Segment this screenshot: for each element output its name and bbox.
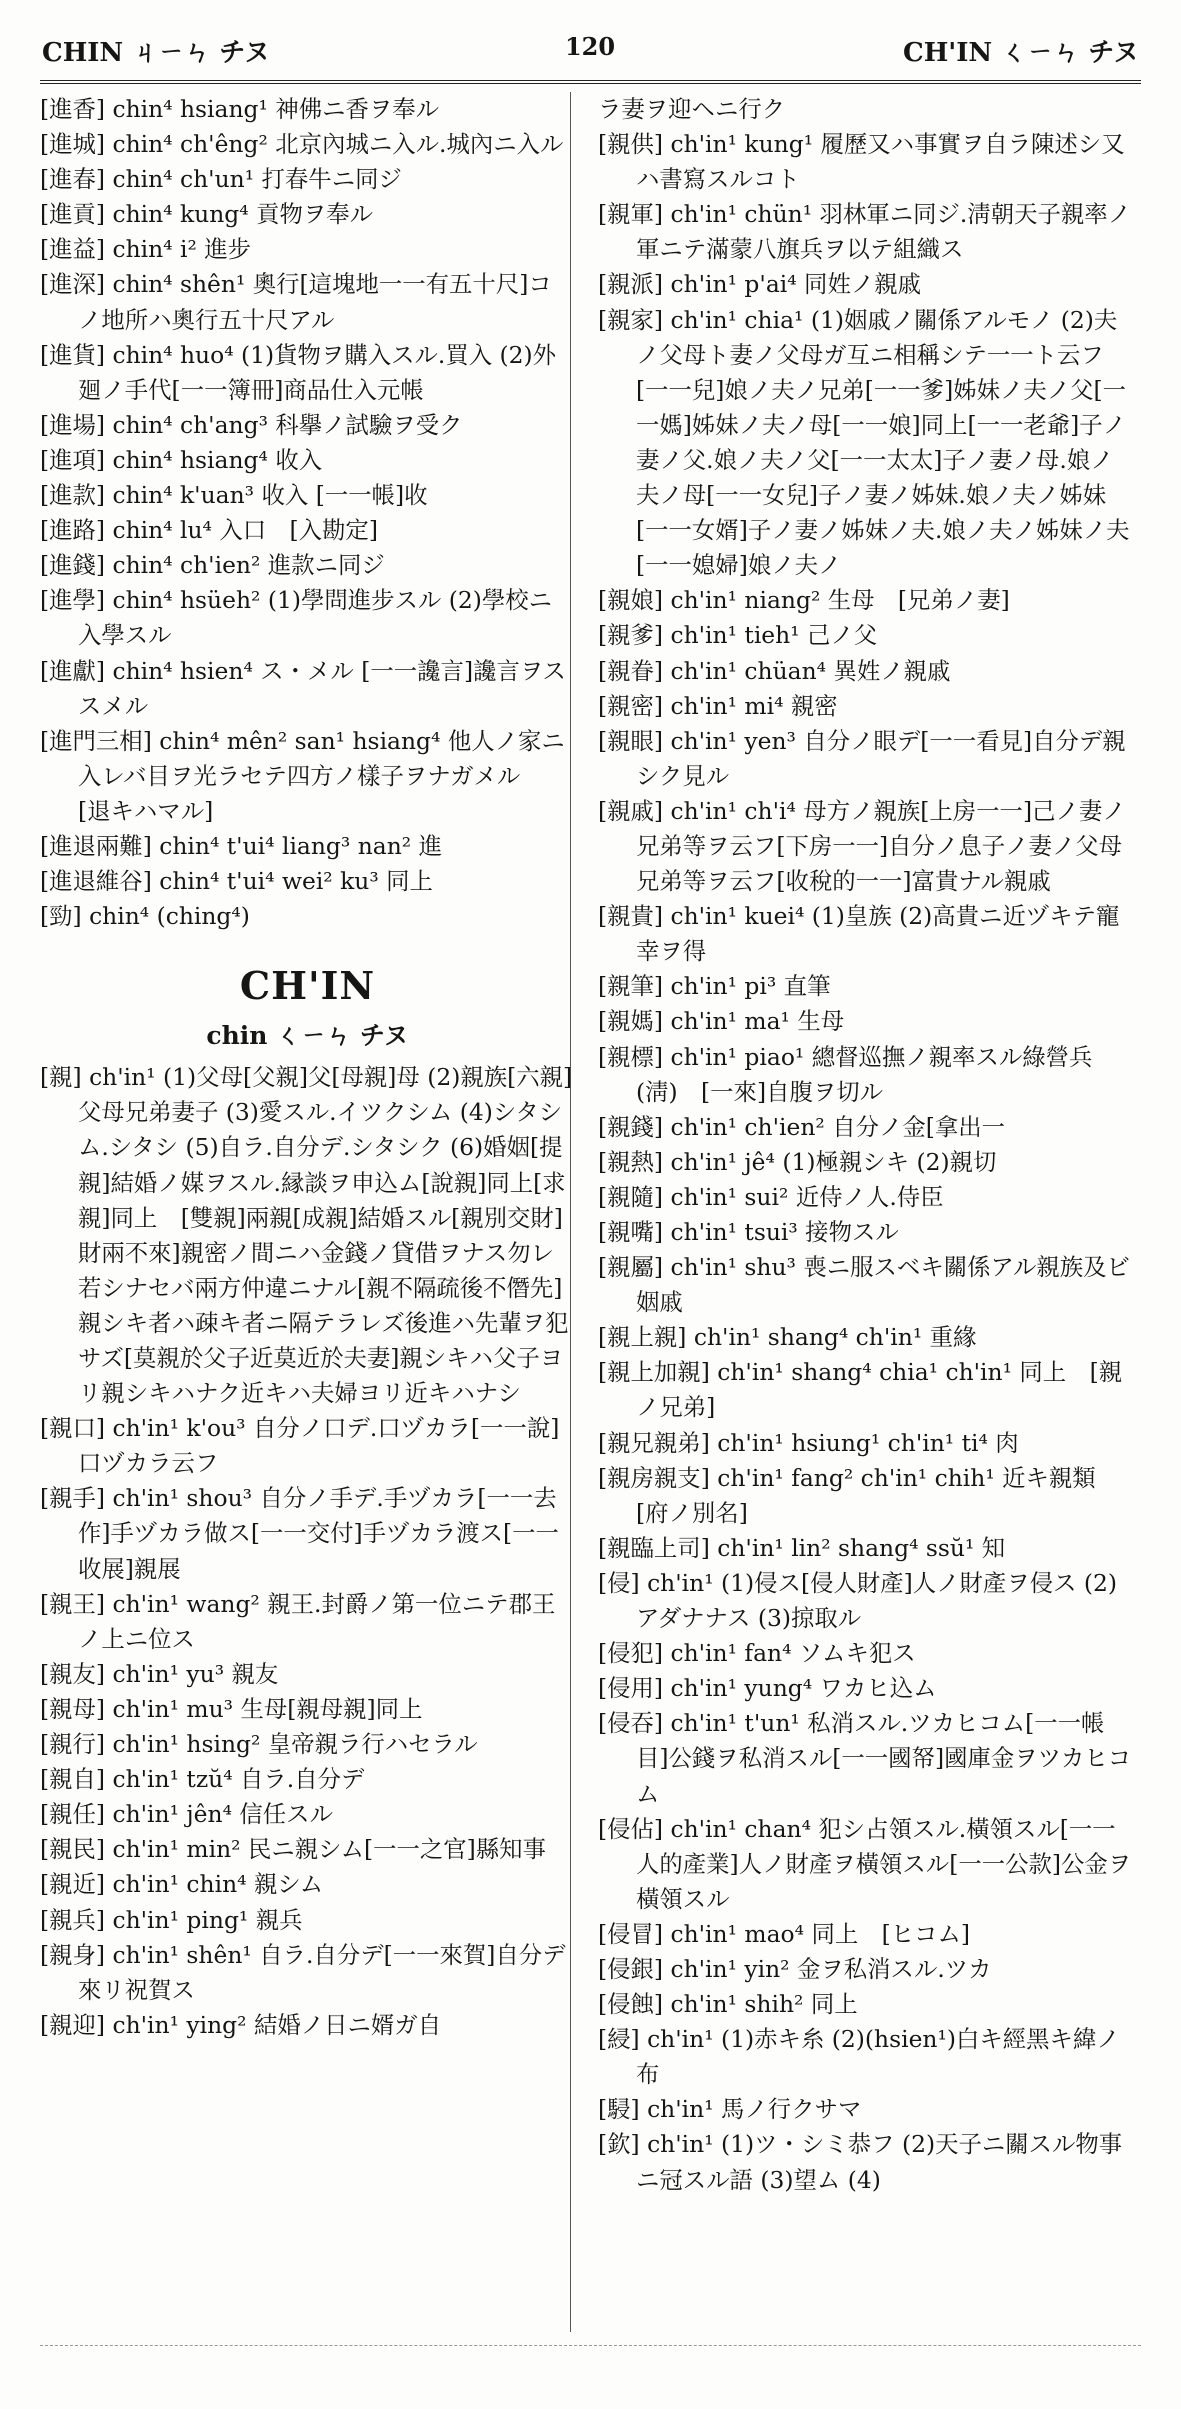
dictionary-entry: [親錢] ch'in¹ ch'ien² 自分ノ金[拿出一 bbox=[598, 1112, 1006, 1141]
dictionary-entry: [親兄親弟] ch'in¹ hsiung¹ ch'in¹ ti⁴ 肉 bbox=[598, 1428, 1019, 1457]
dictionary-entry: [進學] chin⁴ hsüeh² (1)學問進步スル (2)學校ニ入學スル bbox=[40, 586, 553, 650]
dictionary-entry: [親家] ch'in¹ chia¹ (1)姻戚ノ關係アルモノ (2)夫ノ父母ト妻ノ父母ガ互ニ相稱シテ一一ト云フ[一一兒]娘ノ夫ノ兄弟[一一爹]姊妹ノ夫ノ父[一一媽]姊妹ノ夫ノ母[一一娘]同上[一一老爺]子ノ妻ノ父.娘ノ夫ノ父[一一太太]子ノ妻ノ母.娘ノ夫ノ母[一一女兒]子ノ妻ノ姊妹.娘ノ夫ノ姊妹[一一女婿]子ノ妻ノ姊妹ノ夫.娘ノ夫ノ姊妹ノ夫[一一媳婦]娘ノ夫ノ bbox=[598, 305, 1130, 580]
dictionary-entry: [進門三相] chin⁴ mên² san¹ hsiang⁴ 他人ノ家ニ入レバ目ヲ光ラセテ四方ノ樣子ヲナガメル [退キハマル] bbox=[40, 726, 565, 825]
dictionary-entry: [親戚] ch'in¹ ch'i⁴ 母方ノ親族[上房一一]己ノ妻ノ兄弟等ヲ云フ[下房一一]自分ノ息子ノ妻ノ父母兄弟等ヲ云フ[收稅的一一]富貴ナル親戚 bbox=[598, 796, 1126, 896]
dictionary-entry: [親上加親] ch'in¹ shang⁴ chia¹ ch'in¹ 同上 [親ノ兄弟] bbox=[598, 1358, 1123, 1422]
dictionary-entry: [進益] chin⁴ i² 進步 bbox=[40, 235, 252, 264]
left-entries-continued bbox=[40, 1060, 575, 2043]
dictionary-entry: [親標] ch'in¹ piao¹ 總督巡撫ノ親率スル綠營兵(淸) [一來]自腹ヲ切ル bbox=[598, 1042, 1093, 1106]
left-column bbox=[40, 92, 575, 2043]
dictionary-entry: [親王] ch'in¹ wang² 親王.封爵ノ第一位ニテ郡王ノ上ニ位ス bbox=[40, 1589, 556, 1653]
dictionary-entry: [親身] ch'in¹ shên¹ 自ラ.自分デ[一一來賀]自分デ來リ祝賀ス bbox=[40, 1940, 566, 2004]
dictionary-entry: [親筆] ch'in¹ pi³ 直筆 bbox=[598, 972, 831, 1001]
dictionary-entry: [親任] ch'in¹ jên⁴ 信任スル bbox=[40, 1800, 333, 1829]
dictionary-entry: [親派] ch'in¹ p'ai⁴ 同姓ノ親戚 bbox=[598, 270, 922, 299]
dictionary-entry: [親隨] ch'in¹ sui² 近侍ノ人.侍臣 bbox=[598, 1182, 944, 1211]
dictionary-entry: [勁] chin⁴ (ching⁴) bbox=[40, 902, 250, 931]
dictionary-entry: [親眼] ch'in¹ yen³ 自分ノ眼デ[一一看見]自分デ親シク見ル bbox=[598, 726, 1126, 790]
section-title: CH'IN bbox=[239, 963, 376, 1009]
dictionary-entry: [親自] ch'in¹ tzŭ⁴ 自ラ.自分デ bbox=[40, 1765, 365, 1794]
right-entries bbox=[598, 92, 1133, 2198]
dictionary-entry: [進場] chin⁴ ch'ang³ 科擧ノ試驗ヲ受ク bbox=[40, 410, 463, 439]
dictionary-entry: [進路] chin⁴ lu⁴ 入口 [入勘定] bbox=[40, 516, 378, 545]
page-header bbox=[40, 28, 1141, 84]
dictionary-entry: [親母] ch'in¹ mu³ 生母[親母親]同上 bbox=[40, 1694, 423, 1723]
dictionary-entry: [侵] ch'in¹ (1)侵ス[侵人財產]人ノ財產ヲ侵ス (2)アダナナス (3)掠取ル bbox=[598, 1568, 1118, 1633]
dictionary-entry: [親民] ch'in¹ min² 民ニ親シム[一一之官]縣知事 bbox=[40, 1835, 546, 1864]
dictionary-entry: [親密] ch'in¹ mi⁴ 親密 bbox=[598, 691, 838, 720]
dictionary-entry: [進退兩難] chin⁴ t'ui⁴ liang³ nan² 進 bbox=[40, 831, 442, 860]
dictionary-entry: [侵吞] ch'in¹ t'un¹ 私消スル.ツカヒコム[一一帳目]公錢ヲ私消スル[一一國帑]國庫金ヲツカヒコム bbox=[598, 1709, 1132, 1808]
dictionary-entry: [進款] chin⁴ k'uan³ 收入 [一一帳]收 bbox=[40, 481, 428, 510]
dictionary-entry: [親供] ch'in¹ kung¹ 履歷又ハ事實ヲ自ラ陳述シ又ハ書寫スルコト bbox=[598, 130, 1125, 194]
dictionary-entry: [親嘴] ch'in¹ tsui³ 接物スル bbox=[598, 1218, 899, 1246]
dictionary-entry: [親眷] ch'in¹ chüan⁴ 異姓ノ親戚 bbox=[598, 656, 951, 685]
dictionary-entry: [親娘] ch'in¹ niang² 生母 [兄弟ノ妻] bbox=[598, 586, 1010, 615]
dictionary-entry: [親行] ch'in¹ hsing² 皇帝親ラ行ハセラル bbox=[40, 1730, 478, 1759]
dictionary-entry: [親臨上司] ch'in¹ lin² shang⁴ ssŭ¹ 知 bbox=[598, 1533, 1006, 1562]
dictionary-entry: ラ妻ヲ迎ヘニ行ク bbox=[598, 95, 786, 123]
dictionary-entry: [進深] chin⁴ shên¹ 奧行[這塊地一一有五十尺]コノ地所ハ奧行五十尺アル bbox=[40, 270, 552, 334]
dictionary-entry: [親房親支] ch'in¹ fang² ch'in¹ chih¹ 近キ親類 [府ノ別名] bbox=[598, 1463, 1120, 1527]
dictionary-entry: [駸] ch'in¹ 馬ノ行クサマ bbox=[598, 2095, 862, 2124]
dictionary-entry: [親軍] ch'in¹ chün¹ 羽林軍ニ同ジ.淸朝天子親率ノ軍ニテ滿蒙八旗兵ヲ以テ組織ス bbox=[598, 200, 1132, 264]
dictionary-entry: [親] ch'in¹ (1)父母[父親]父[母親]母 (2)親族[六親]父母兄弟妻子 (3)愛スル.イツクシム (4)シタシム.シタシ (5)自ラ.自分デ.シタシク (6)婚姻[提親]結婚ノ媒ヲスル.縁談ヲ申込ム[說親]同上[求親]同上 [雙親]兩親[成親]結婚スル[親別交財]財兩不來]親密ノ間ニハ金錢ノ貸借ヲナス勿レ若シナセバ兩方仲違ニナル[親不隔疏後不僭先]親シキ者ハ疎キ者ニ隔テラレズ後進ハ先輩ヲ犯サズ[莫親於父子近莫近於夫妻]親シキハ父子ヨリ親シキハナク近キハ夫婦ヨリ近キハナシ bbox=[40, 1063, 573, 1408]
dictionary-entry: [進貨] chin⁴ huo⁴ (1)貨物ヲ購入スル.買入 (2)外廻ノ手代[一一簿冊]商品仕入元帳 bbox=[40, 340, 557, 404]
dictionary-entry: [親兵] ch'in¹ ping¹ 親兵 bbox=[40, 1905, 303, 1934]
dictionary-entry: [綅] ch'in¹ (1)赤キ糸 (2)(hsien¹)白キ經黑キ緯ノ布 bbox=[598, 2025, 1120, 2089]
dictionary-entry: [親屬] ch'in¹ shu³ 喪ニ服スベキ關係アル親族及ビ姻戚 bbox=[598, 1253, 1130, 1317]
dictionary-entry: [親友] ch'in¹ yu³ 親友 bbox=[40, 1659, 279, 1688]
dictionary-entry: [進項] chin⁴ hsiang⁴ 收入 bbox=[40, 445, 323, 474]
dictionary-entry: [親迎] ch'in¹ ying² 結婚ノ日ニ婿ガ自 bbox=[40, 2010, 442, 2039]
left-entries bbox=[40, 92, 575, 934]
dictionary-entry: [親媽] ch'in¹ ma¹ 生母 bbox=[598, 1007, 845, 1036]
dictionary-entry: [侵蝕] ch'in¹ shih² 同上 bbox=[598, 1990, 858, 2019]
page-number: 120 bbox=[564, 32, 616, 61]
dictionary-entry: [進錢] chin⁴ ch'ien² 進款ニ同ジ bbox=[40, 551, 385, 580]
dictionary-entry: [侵佔] ch'in¹ chan⁴ 犯シ占領スル.橫領スル[一一人的產業]人ノ財產ヲ橫領スル[一一公款]公金ヲ橫領スル bbox=[598, 1814, 1132, 1913]
dictionary-entry: [進退維谷] chin⁴ t'ui⁴ wei² ku³ 同上 bbox=[40, 867, 433, 896]
dictionary-entry: [親手] ch'in¹ shou³ 自分ノ手デ.手ヅカラ[一一去作]手ヅカラ做ス[一一交付]手ヅカラ渡ス[一一收展]親展 bbox=[40, 1484, 559, 1583]
header-left-guide: CHIN ㄐㄧㄣ チヌ bbox=[42, 38, 270, 68]
footer-rule bbox=[40, 2345, 1141, 2346]
dictionary-entry: [侵銀] ch'in¹ yin² 金ヲ私消スル.ツカ bbox=[598, 1954, 992, 1983]
dictionary-entry: [侵用] ch'in¹ yung⁴ ワカヒ込ム bbox=[598, 1674, 937, 1703]
dictionary-entry: [侵犯] ch'in¹ fan⁴ ソムキ犯ス bbox=[598, 1639, 916, 1668]
dictionary-entry: [進香] chin⁴ hsiang¹ 神佛ニ香ヲ奉ル bbox=[40, 95, 440, 123]
dictionary-entry: [進貢] chin⁴ kung⁴ 貢物ヲ奉ル bbox=[40, 200, 374, 229]
dictionary-entry: [親上親] ch'in¹ shang⁴ ch'in¹ 重緣 bbox=[598, 1323, 977, 1352]
dictionary-entry: [欽] ch'in¹ (1)ツ・シミ恭フ (2)天子ニ關スル物事ニ冠スル語 (3)望ム (4) bbox=[598, 2130, 1123, 2194]
dictionary-entry: [親爹] ch'in¹ tieh¹ 己ノ父 bbox=[598, 621, 878, 650]
dictionary-entry: [親口] ch'in¹ k'ou³ 自分ノ口デ.口ヅカラ[一一說]口ヅカラ云フ bbox=[40, 1414, 560, 1478]
dictionary-entry: [侵冒] ch'in¹ mao⁴ 同上 [ヒコム] bbox=[598, 1919, 971, 1948]
dictionary-entry: [進獻] chin⁴ hsien⁴ ス・メル [一一讒言]讒言ヲススメル bbox=[40, 656, 566, 720]
dictionary-entry: [進城] chin⁴ ch'êng² 北京內城ニ入ル.城內ニ入ル bbox=[40, 130, 564, 159]
dictionary-entry: [進春] chin⁴ ch'un¹ 打春牛ニ同ジ bbox=[40, 165, 402, 194]
section-subtitle: chin ㄑㄧㄣ チヌ bbox=[206, 1021, 409, 1051]
dictionary-entry: [親近] ch'in¹ chin⁴ 親シム bbox=[40, 1870, 324, 1899]
dictionary-entry: [親貴] ch'in¹ kuei⁴ (1)皇族 (2)高貴ニ近ヅキテ寵幸ヲ得 bbox=[598, 902, 1120, 966]
dictionary-entry: [親熱] ch'in¹ jê⁴ (1)極親シキ (2)親切 bbox=[598, 1147, 997, 1176]
header-right-guide: CH'IN ㄑㄧㄣ チヌ bbox=[903, 38, 1139, 68]
right-column bbox=[598, 92, 1133, 2198]
